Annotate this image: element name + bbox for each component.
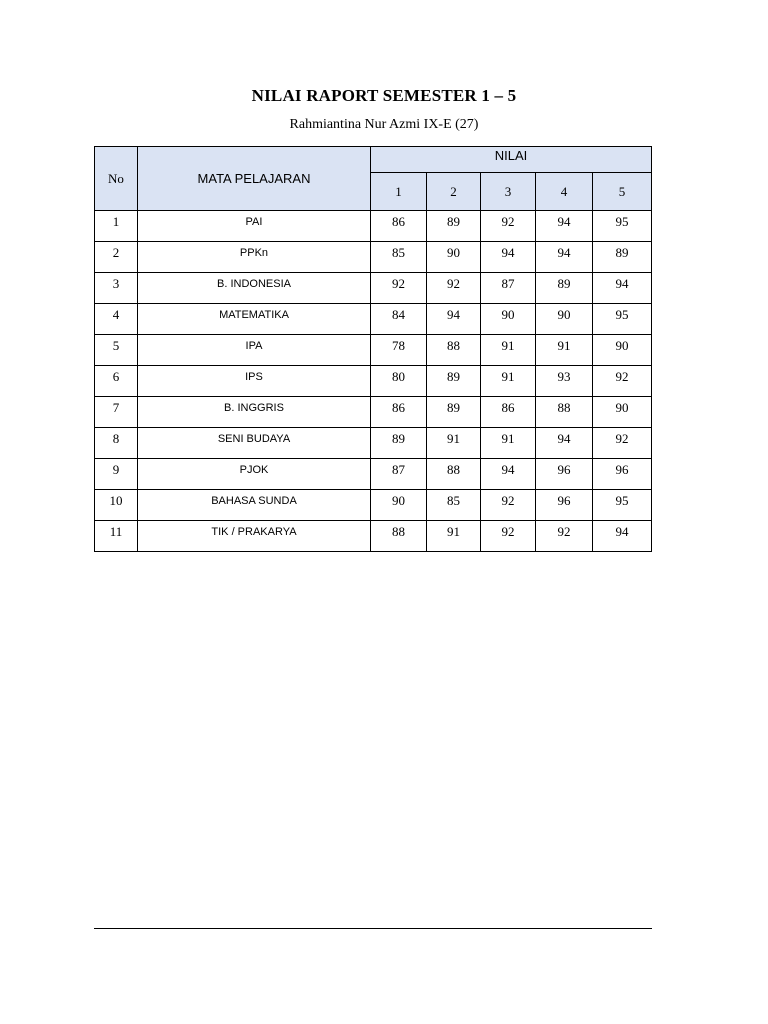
- table-row: [95, 366, 652, 397]
- table-row: [95, 459, 652, 490]
- table-row: [95, 304, 652, 335]
- score-semester-1: 86: [371, 397, 427, 428]
- header-semester-3: 3: [481, 173, 536, 211]
- score-semester-4: 94: [536, 242, 593, 273]
- score-semester-5: 94: [593, 521, 652, 552]
- page-title: NILAI RAPORT SEMESTER 1 – 5: [251, 86, 517, 105]
- score-semester-5: 92: [593, 366, 652, 397]
- row-number: 5: [95, 335, 138, 366]
- score-semester-3: 92: [481, 521, 536, 552]
- table-row: [95, 211, 652, 242]
- subject-name: BAHASA SUNDA: [138, 490, 371, 521]
- score-semester-2: 92: [427, 273, 481, 304]
- score-semester-5: 90: [593, 397, 652, 428]
- score-semester-4: 94: [536, 428, 593, 459]
- score-semester-2: 91: [427, 521, 481, 552]
- score-semester-3: 92: [481, 490, 536, 521]
- score-semester-4: 93: [536, 366, 593, 397]
- score-semester-4: 96: [536, 490, 593, 521]
- table-row: [95, 335, 652, 366]
- score-semester-1: 88: [371, 521, 427, 552]
- subject-name: IPA: [138, 335, 371, 366]
- score-semester-4: 91: [536, 335, 593, 366]
- score-semester-1: 84: [371, 304, 427, 335]
- header-subject: MATA PELAJARAN: [138, 147, 371, 211]
- row-number: 2: [95, 242, 138, 273]
- score-semester-4: 89: [536, 273, 593, 304]
- score-semester-2: 91: [427, 428, 481, 459]
- header-semester-4: 4: [536, 173, 593, 211]
- table-row: [95, 242, 652, 273]
- row-number: 6: [95, 366, 138, 397]
- score-semester-4: 92: [536, 521, 593, 552]
- score-semester-2: 88: [427, 335, 481, 366]
- student-info: Rahmiantina Nur Azmi IX-E (27): [289, 117, 479, 132]
- score-semester-2: 85: [427, 490, 481, 521]
- score-semester-3: 92: [481, 211, 536, 242]
- score-semester-3: 94: [481, 242, 536, 273]
- score-semester-1: 87: [371, 459, 427, 490]
- row-number: 1: [95, 211, 138, 242]
- score-semester-2: 88: [427, 459, 481, 490]
- score-semester-4: 94: [536, 211, 593, 242]
- score-semester-1: 89: [371, 428, 427, 459]
- score-semester-3: 87: [481, 273, 536, 304]
- header-semester-2: 2: [427, 173, 481, 211]
- score-semester-3: 86: [481, 397, 536, 428]
- score-semester-1: 86: [371, 211, 427, 242]
- score-semester-2: 89: [427, 211, 481, 242]
- score-semester-3: 94: [481, 459, 536, 490]
- subject-name: SENI BUDAYA: [138, 428, 371, 459]
- grades-table: [94, 146, 652, 552]
- header-nilai: NILAI: [371, 147, 652, 173]
- score-semester-3: 91: [481, 366, 536, 397]
- row-number: 4: [95, 304, 138, 335]
- subject-name: PAI: [138, 211, 371, 242]
- score-semester-2: 94: [427, 304, 481, 335]
- score-semester-5: 94: [593, 273, 652, 304]
- grades-table-body: [95, 211, 652, 552]
- table-row: [95, 490, 652, 521]
- subject-name: TIK / PRAKARYA: [138, 521, 371, 552]
- row-number: 8: [95, 428, 138, 459]
- score-semester-4: 90: [536, 304, 593, 335]
- score-semester-5: 89: [593, 242, 652, 273]
- header-semester-5: 5: [593, 173, 652, 211]
- table-row: [95, 273, 652, 304]
- score-semester-3: 91: [481, 428, 536, 459]
- subject-name: B. INDONESIA: [138, 273, 371, 304]
- row-number: 10: [95, 490, 138, 521]
- row-number: 7: [95, 397, 138, 428]
- score-semester-3: 90: [481, 304, 536, 335]
- score-semester-4: 88: [536, 397, 593, 428]
- score-semester-2: 89: [427, 397, 481, 428]
- subject-name: PJOK: [138, 459, 371, 490]
- table-row: [95, 428, 652, 459]
- score-semester-1: 78: [371, 335, 427, 366]
- row-number: 11: [95, 521, 138, 552]
- score-semester-1: 80: [371, 366, 427, 397]
- subject-name: PPKn: [138, 242, 371, 273]
- score-semester-1: 85: [371, 242, 427, 273]
- row-number: 9: [95, 459, 138, 490]
- subject-name: B. INGGRIS: [138, 397, 371, 428]
- score-semester-2: 89: [427, 366, 481, 397]
- score-semester-5: 92: [593, 428, 652, 459]
- score-semester-5: 90: [593, 335, 652, 366]
- header-no: No: [95, 147, 138, 211]
- subject-name: MATEMATIKA: [138, 304, 371, 335]
- subject-name: IPS: [138, 366, 371, 397]
- score-semester-5: 96: [593, 459, 652, 490]
- row-number: 3: [95, 273, 138, 304]
- score-semester-5: 95: [593, 211, 652, 242]
- score-semester-4: 96: [536, 459, 593, 490]
- table-row: [95, 397, 652, 428]
- score-semester-1: 92: [371, 273, 427, 304]
- header-semester-1: 1: [371, 173, 427, 211]
- table-row: [95, 521, 652, 552]
- score-semester-3: 91: [481, 335, 536, 366]
- score-semester-5: 95: [593, 490, 652, 521]
- score-semester-5: 95: [593, 304, 652, 335]
- score-semester-2: 90: [427, 242, 481, 273]
- footer-divider: [94, 928, 652, 929]
- score-semester-1: 90: [371, 490, 427, 521]
